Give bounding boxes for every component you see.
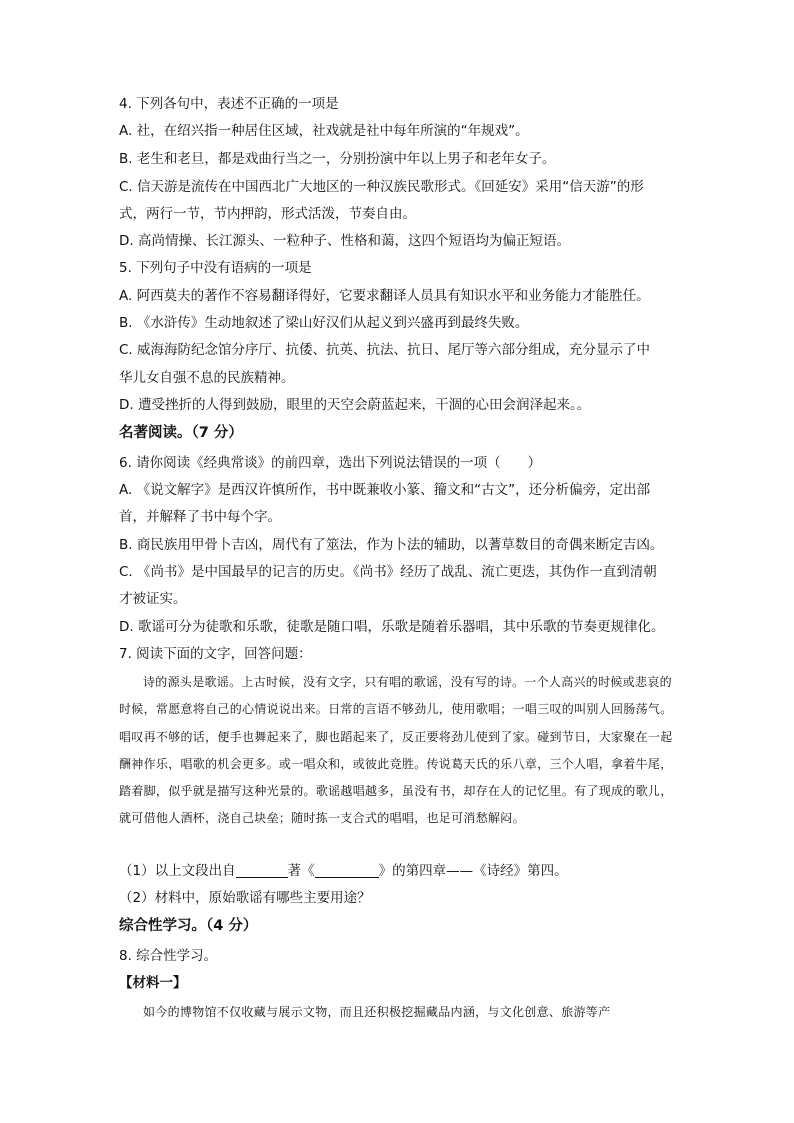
q5-option-a: A. 阿西莫夫的著作不容易翻译得好，它要求翻译人员具有知识水平和业务能力才能胜任。 xyxy=(119,288,650,304)
q4-option-b: B. 老生和老旦，都是戏曲行当之一，分别扮演中年以上男子和老年女子。 xyxy=(119,151,556,167)
q4-option-d: D. 高尚情操、长江源头、一粒种子、性格和蔼，这四个短语均为偏正短语。 xyxy=(119,233,570,249)
q4-option-a: A. 社，在绍兴指一种居住区域，社戏就是社中每年所演的“年规戏”。 xyxy=(119,123,529,139)
q8-material-text: 如今的博物馆不仅收藏与展示文物，而且还积极挖掘藏品内涵，与文化创意、旅游等产 xyxy=(143,1005,611,1019)
q5-option-c-line1: C. 威海海防纪念馆分序厅、抗倭、抗英、抗法、抗日、尾厅等六部分组成，充分显示了中 xyxy=(119,342,651,358)
q6-option-c-line2: 才被证实。 xyxy=(119,591,187,607)
q8-stem: 8. 综合性学习。 xyxy=(119,948,218,964)
q5-option-d: D. 遭受挫折的人得到鼓励，眼里的天空会蔚蓝起来，干涸的心田会润泽起来。。 xyxy=(119,397,591,413)
q6-stem: 6. 请你阅读《经典常谈》的前四章，选出下列说法错误的一项（ ） xyxy=(119,455,542,471)
section-heading-classics: 名著阅读。（7 分） xyxy=(119,425,243,441)
book-title-answer-blank[interactable] xyxy=(315,863,379,878)
q7-sub-question-2: （2）材料中，原始歌谣有哪些主要用途？ xyxy=(119,890,371,906)
q7-sub1-suffix: 》的第四章——《诗经》第四。 xyxy=(378,863,568,879)
q8-material-passage xyxy=(119,999,675,1027)
q6-option-b: B. 商民族用甲骨卜吉凶，周代有了筮法，作为卜法的辅助，以蓍草数目的奇偶来断定吉凶。 xyxy=(119,537,664,553)
q4-stem: 4. 下列各句中，表述不正确的一项是 xyxy=(119,96,339,112)
q4-option-c-line2: 式，两行一节，节内押韵，形式活泼，节奏自由。 xyxy=(119,206,416,222)
q7-sub1-middle: 著《 xyxy=(287,863,315,879)
q6-option-a-line2: 首，并解释了书中每个字。 xyxy=(119,509,281,525)
q5-stem: 5. 下列句子中没有语病的一项是 xyxy=(119,260,312,276)
q6-option-a-line1: A. 《说文解字》是西汉许慎所作，书中既兼收小篆、籀文和“古文”，还分析偏旁，定出部 xyxy=(119,482,651,498)
q5-option-c-line2: 华儿女自强不息的民族精神。 xyxy=(119,370,295,386)
q7-sub1-prefix: （1）以上文段出自 xyxy=(119,863,236,879)
section-heading-comprehensive: 综合性学习。（4 分） xyxy=(119,918,258,934)
q7-sub-question-1 xyxy=(119,862,568,880)
q7-stem: 7. 阅读下面的文字，回答问题： xyxy=(119,646,312,662)
q6-option-c-line1: C. 《尚书》是中国最早的记言的历史。《尚书》经历了战乱、流亡更迭，其伪作一直到清朝 xyxy=(119,564,657,580)
q5-option-b: B. 《水浒传》生动地叙述了梁山好汉们从起义到兴盛再到最终失败。 xyxy=(119,315,529,331)
q7-reading-passage xyxy=(119,669,675,833)
q4-option-c-line1: C. 信天游是流传在中国西北广大地区的一种汉族民歌形式。《回延安》采用“信天游”的形 xyxy=(119,179,644,195)
q6-option-d: D. 歌谣可分为徒歌和乐歌，徒歌是随口唱，乐歌是随着乐器唱，其中乐歌的节奏更规律化。 xyxy=(119,619,665,635)
q8-material-title: 【材料一】 xyxy=(119,975,187,991)
author-answer-blank[interactable] xyxy=(236,863,288,878)
q7-passage-text: 诗的源头是歌谣。上古时候，没有文字，只有唱的歌谣，没有写的诗。一个人高兴的时候或悲哀的时候，常愿意将自己的心情说说出来。日常的言语不够劲儿，使用歌唱；一唱三叹的叫别人回肠荡气。唱叹再不够的话，便手也舞起来了，脚也蹈起来了，反正要将劲儿使到了家。碰到节日，大家聚在一起酬神作乐，唱歌的机会更多。或一唱众和，或彼此竞胜。传说葛天氏的乐八章，三个人唱，拿着牛尾，踏着脚，似乎就是描写这种光景的。歌谣越唱越多，虽没有书，却存在人的记忆里。有了现成的歌儿，就可借他人酒杯，浇自己块垒；随时拣一支合式的唱唱，也足可消愁解闷。 xyxy=(119,675,673,826)
